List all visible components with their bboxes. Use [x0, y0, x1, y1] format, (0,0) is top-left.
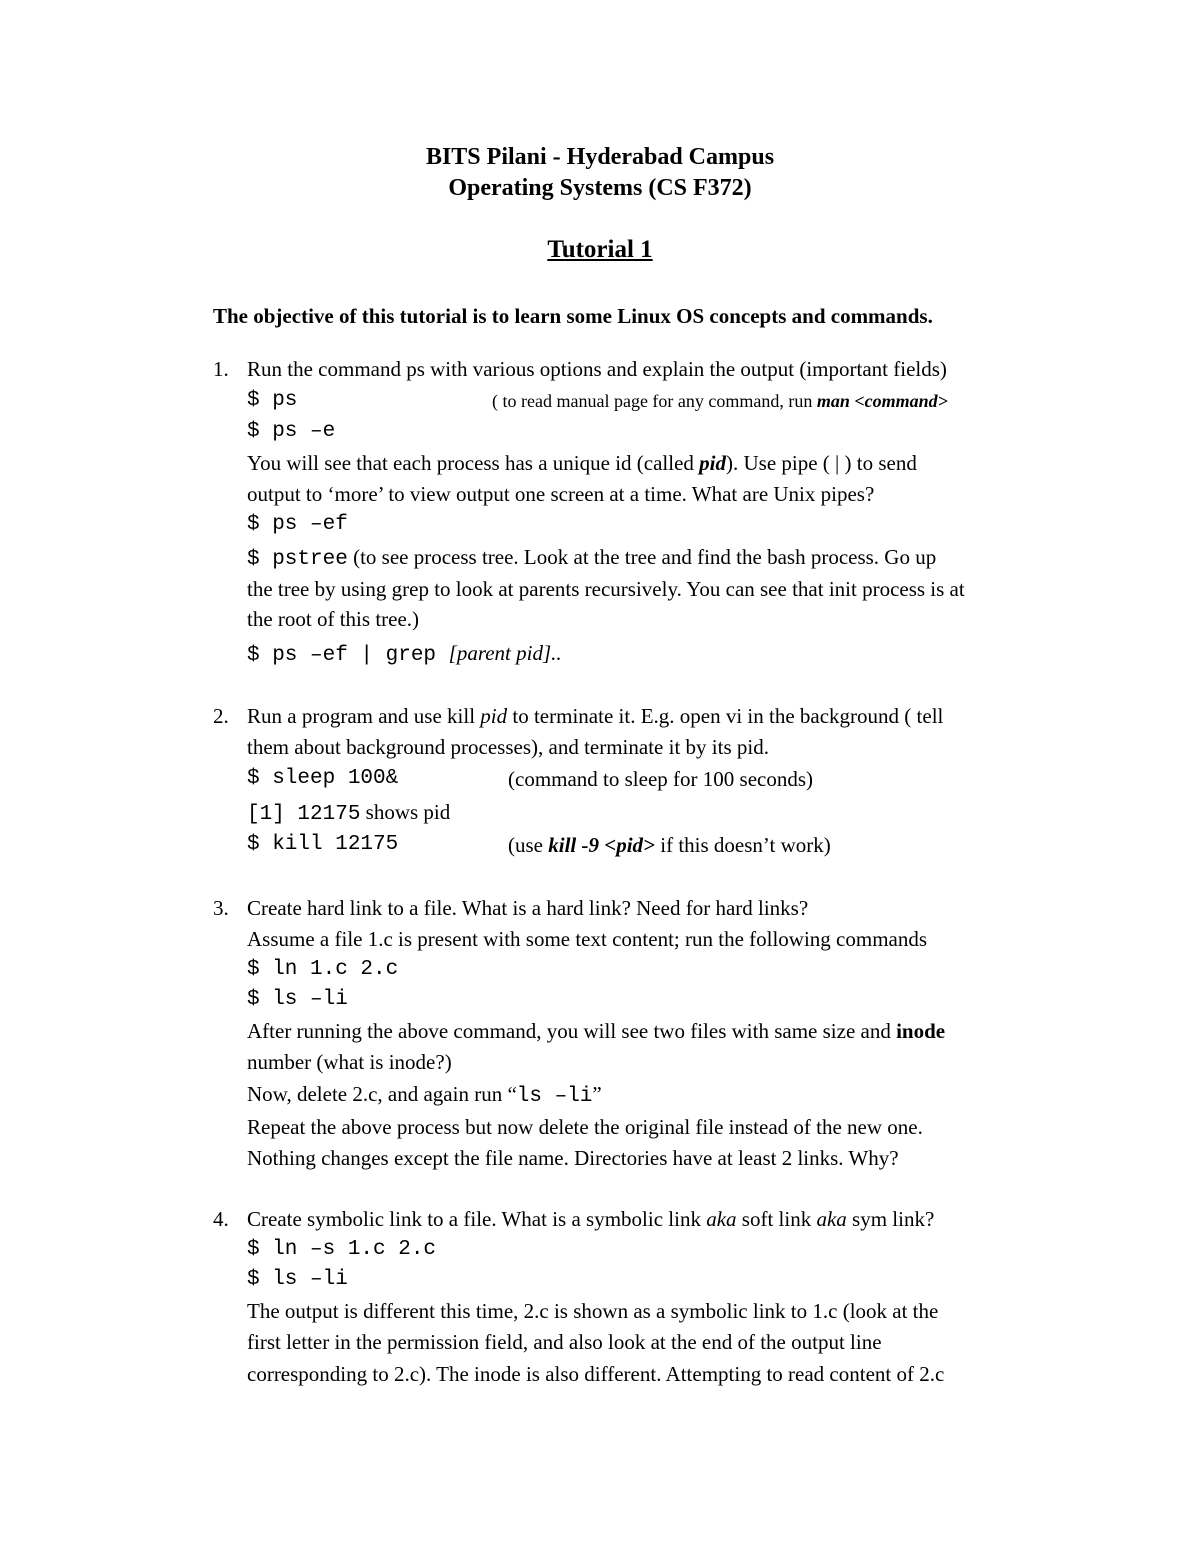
q1-cmd-ps-ef: $ ps –ef — [247, 513, 348, 536]
q4-out-line1: The output is different this time, 2.c is shown as a symbolic link to 1.c (look at the — [247, 1299, 939, 1323]
objective-statement: The objective of this tutorial is to learn some Linux OS concepts and commands. — [213, 304, 933, 328]
course-title: Operating Systems (CS F372) — [448, 175, 752, 201]
q2-intro-text: Run a program and use kill — [247, 704, 481, 728]
q3-assume: Assume a file 1.c is present with some text content; run the following commands — [247, 927, 928, 951]
q1-pstree-line — [247, 545, 936, 571]
q3-nothing: Nothing changes except the file name. Directories have at least 2 links. Why? — [247, 1146, 899, 1170]
q4-cmd-ln-s: $ ln –s 1.c 2.c — [247, 1238, 437, 1261]
q2-intro-rest: to terminate it. E.g. open vi in the background ( tell — [507, 704, 944, 728]
man-note-command: man <command> — [816, 391, 948, 411]
q3-after-line — [247, 1019, 945, 1044]
pstree-note: (to see process tree. Look at the tree and find the bash process. Go up — [347, 545, 937, 569]
q3-intro: Create hard link to a file. What is a hard link? Need for hard links? — [247, 896, 809, 920]
q3-cmd-ls: $ ls –li — [247, 988, 348, 1011]
q2-sleep-note: (command to sleep for 100 seconds) — [508, 767, 814, 791]
q4-cmd-ls: $ ls –li — [247, 1268, 348, 1291]
job-note: shows pid — [360, 800, 451, 824]
grep-argument: [parent pid].. — [448, 641, 562, 665]
q1-cmd-ps-e: $ ps –e — [247, 420, 336, 443]
q1-man-note — [492, 391, 948, 412]
institution-title: BITS Pilani - Hyderabad Campus — [425, 144, 775, 170]
q3-number: 3. — [213, 896, 229, 920]
q1-pid-line — [247, 451, 917, 476]
q1-tree-line3: the root of this tree.) — [247, 607, 420, 631]
tutorial-title: Tutorial 1 — [547, 236, 653, 263]
q2-kill-note — [508, 833, 831, 858]
kill-note-text: (use — [508, 833, 549, 857]
q4-aka-1: aka — [706, 1207, 737, 1231]
q2-pid-word: pid — [480, 704, 508, 728]
q3-repeat: Repeat the above process but now delete the original file instead of the new one. — [247, 1115, 923, 1139]
q4-out-line3: corresponding to 2.c). The inode is also different. Attempting to read content of 2.c — [247, 1362, 945, 1386]
inode-word: inode — [896, 1019, 946, 1043]
pid-line-rest: ). Use pipe ( | ) to send — [726, 451, 917, 475]
q2-job-line — [247, 800, 450, 826]
q4-intro-mid: soft link — [736, 1207, 817, 1231]
q4-aka-2: aka — [816, 1207, 847, 1231]
after-text: After running the above command, you will see two files with same size and — [247, 1019, 897, 1043]
q2-number: 2. — [213, 704, 229, 728]
man-note-text: ( to read manual page for any command, run — [492, 391, 817, 411]
kill-note-command: kill -9 <pid> — [548, 833, 656, 857]
now-close-quote: ” — [592, 1082, 602, 1106]
q1-pipe-line: output to ‘more’ to view output one screen at a time. What are Unix pipes? — [247, 482, 875, 506]
now-text: Now, delete 2.c, and again run “ — [247, 1082, 517, 1106]
q3-now-line — [247, 1082, 602, 1108]
q3-cmd-ln: $ ln 1.c 2.c — [247, 958, 399, 981]
kill-note-rest: if this doesn’t work) — [655, 833, 831, 857]
q4-out-line2: first letter in the permission field, and also look at the end of the output line — [247, 1330, 882, 1354]
now-command: ls –li — [516, 1085, 593, 1108]
q2-line2: them about background processes), and terminate it by its pid. — [247, 735, 769, 759]
q4-intro-text: Create symbolic link to a file. What is a symbolic link — [247, 1207, 707, 1231]
q1-tree-line2: the tree by using grep to look at parents recursively. You can see that init process is at — [247, 577, 965, 601]
pstree-command: $ pstree — [247, 548, 348, 571]
q1-grep-line — [247, 641, 562, 667]
q1-intro: Run the command ps with various options and explain the output (important fields) — [247, 357, 947, 381]
pid-line-text: You will see that each process has a unique id (called — [247, 451, 700, 475]
q3-after-line2: number (what is inode?) — [247, 1050, 452, 1074]
q1-cmd-ps: $ ps — [247, 389, 298, 412]
q1-number: 1. — [213, 357, 229, 381]
q2-cmd-sleep: $ sleep 100& — [247, 767, 399, 790]
pid-word: pid — [699, 451, 726, 475]
q2-cmd-kill: $ kill 12175 — [247, 833, 399, 856]
q4-number: 4. — [213, 1207, 229, 1231]
q4-intro — [247, 1207, 934, 1232]
q2-intro — [247, 704, 943, 729]
q4-intro-rest: sym link? — [846, 1207, 935, 1231]
job-output: [1] 12175 — [247, 803, 361, 826]
grep-command: $ ps –ef | grep — [247, 644, 449, 667]
